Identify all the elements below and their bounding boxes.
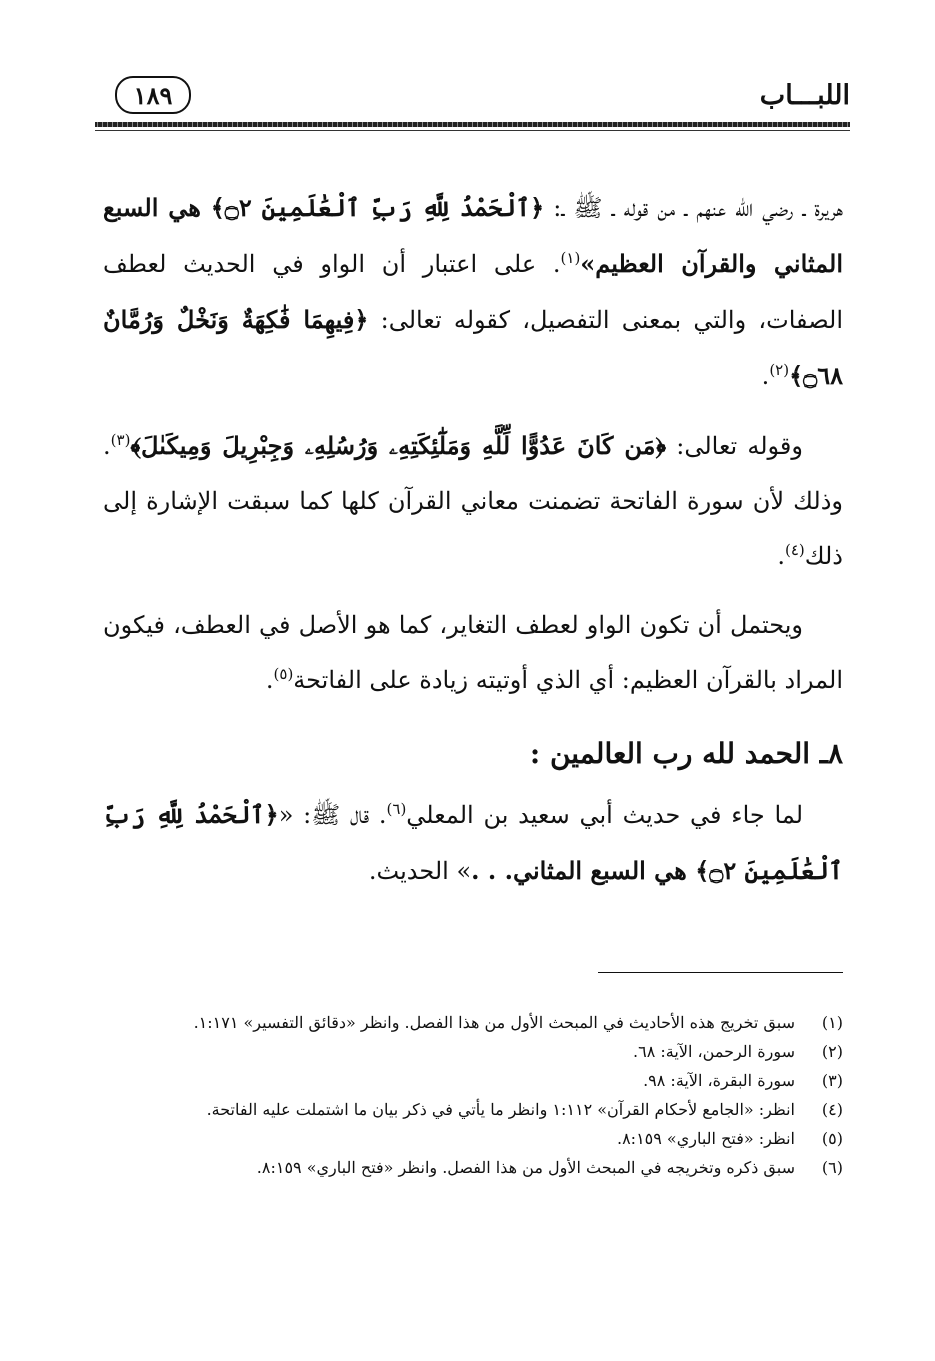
paragraph-3 [103, 598, 843, 708]
text-run: وقوله تعالى: [666, 432, 803, 460]
hadith-text: هي السبع المثاني. . . [471, 856, 696, 885]
footnote-number: (٢) [821, 1042, 843, 1061]
footnote-ref: (٦) [386, 800, 407, 818]
text-run: » الحديث. [368, 857, 472, 885]
footnote-ref: (١) [560, 249, 581, 267]
page-number: ١٨٩ [115, 76, 191, 114]
footnote-item [103, 1155, 843, 1180]
text-run: . قال ﷺ: « [278, 801, 387, 829]
quran-verse: ﴿مَن كَانَ عَدُوًّا لِّلَّهِ وَمَلَٰٓئِكَتِهِۦ وَرُسُلِهِۦ وَجِبْرِيلَ وَمِيكَىٰلَ﴾ [130, 431, 667, 460]
section-heading: ٨ـ الحمد لله رب العالمين : [529, 737, 843, 770]
footnote-text: انظر: «الجامع لأحكام القرآن» ١:١١٢ وانظر ما يأتي في ذكر بيان ما اشتملت عليه الفاتحة. [206, 1100, 795, 1119]
text-run: . وذلك لأن سورة الفاتحة تضمنت معاني القرآن كلها كما سبقت الإشارة إلى ذلك [103, 432, 844, 570]
footnote-number: (٥) [821, 1129, 843, 1148]
footnote-separator [598, 972, 843, 973]
text-run: هريرة ـ رضي الله عنهم ـ من قوله ـ ﷺ ـ: [544, 194, 844, 222]
paragraph-1 [103, 180, 843, 404]
footnote-text: سبق تخريج هذه الأحاديث في المبحث الأول من هذا الفصل. وانظر «دقائق التفسير» ١:١٧١. [193, 1013, 795, 1032]
footnote-ref: (٢) [769, 361, 790, 379]
text-run: . [265, 666, 274, 694]
page-header [95, 70, 850, 130]
footnote-item [103, 1039, 843, 1064]
footnote-item [103, 1010, 843, 1035]
footnote-number: (٣) [821, 1071, 843, 1090]
text-run: لما جاء في حديث أبي سعيد بن المعلي [406, 801, 804, 829]
header-rule [95, 122, 850, 127]
paragraph-4 [103, 787, 843, 899]
text-run: . [761, 362, 770, 390]
quran-verse: ﴿ٱلْحَمْدُ لِلَّهِ رَبِّ ٱلْعَٰلَمِينَ ۝٢﴾ [103, 800, 843, 885]
quran-verse: ﴿فِيهِمَا فَٰكِهَةٌ وَنَخْلٌ وَرُمَّانٌ ۝٦٨﴾ [103, 305, 843, 390]
footnote-item [103, 1097, 843, 1122]
hadith-text: هي السبع المثاني والقرآن العظيم» [103, 193, 844, 278]
footnote-text: سبق ذكره وتخريجه في المبحث الأول من هذا الفصل. وانظر «فتح الباري» ٨:١٥٩. [256, 1158, 795, 1177]
text-run: . [777, 542, 785, 570]
footnote-item [103, 1126, 843, 1151]
running-title: اللبـــاب [759, 80, 850, 111]
footnote-number: (١) [821, 1013, 843, 1032]
footnote-number: (٦) [821, 1158, 843, 1177]
footnote-text: سورة البقرة، الآية: ٩٨. [643, 1071, 795, 1090]
footnotes [103, 1010, 843, 1184]
quran-verse: ﴿ٱلْحَمْدُ لِلَّهِ رَبِّ ٱلْعَٰلَمِينَ ۝٢﴾ [210, 193, 545, 222]
footnote-item [103, 1068, 843, 1093]
main-text [103, 180, 843, 913]
footnote-ref: (٥) [273, 665, 294, 683]
header-rule-thin [95, 130, 850, 131]
paragraph-2 [103, 418, 843, 584]
footnote-ref: (٤) [784, 541, 805, 559]
text-run: ويحتمل أن تكون الواو لعطف التغاير، كما هو الأصل في العطف، فيكون المراد بالقرآن العظيم: أي الذي أوتيته زيادة على الفاتحة [103, 611, 843, 694]
footnote-ref: (٣) [110, 431, 131, 449]
footnote-number: (٤) [821, 1100, 843, 1119]
footnote-text: انظر: «فتح الباري» ٨:١٥٩. [616, 1129, 795, 1148]
footnote-text: سورة الرحمن، الآية: ٦٨. [633, 1042, 795, 1061]
text-run: . على اعتبار أن الواو في الحديث لعطف الصفات، والتي بمعنى التفصيل، كقوله تعالى: [103, 250, 843, 334]
